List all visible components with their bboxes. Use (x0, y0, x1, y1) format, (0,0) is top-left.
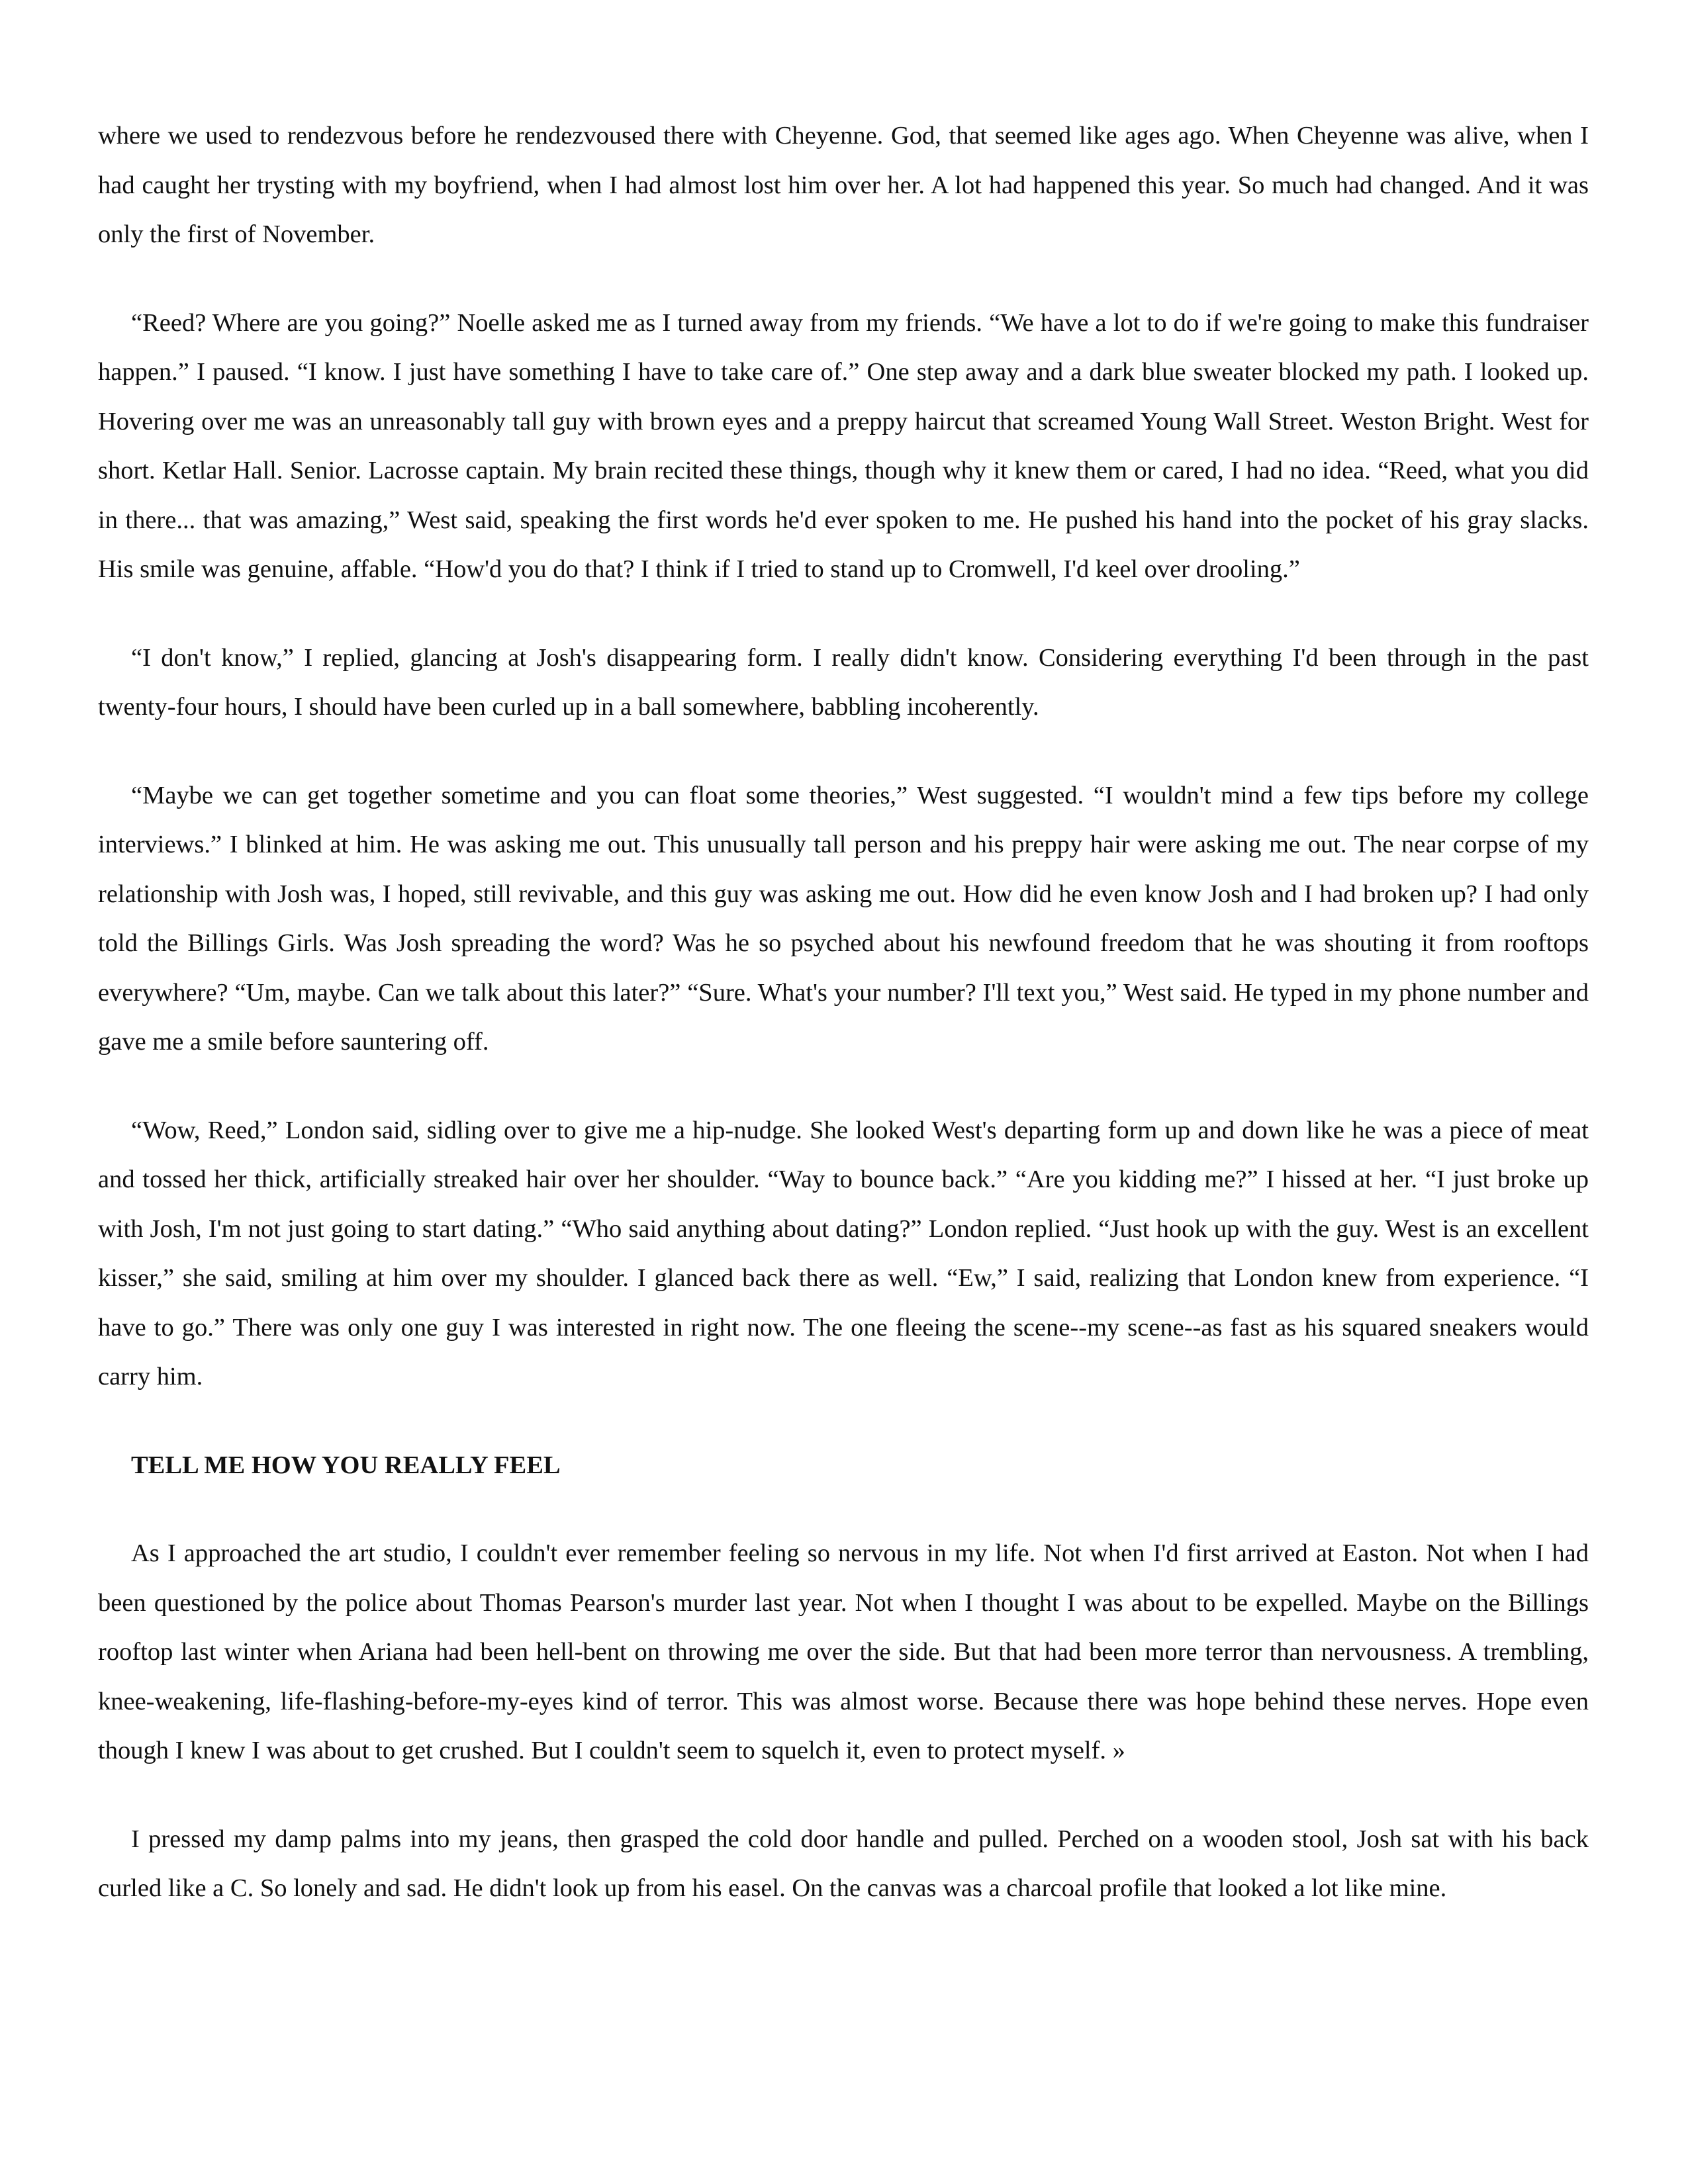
paragraph: “Maybe we can get together sometime and you can float some theories,” West suggested. “I wouldn't mind a few tips before my college interviews.” I blinked at him. He was asking me out. This unusually tall person and his preppy hair were asking me out. The near corpse of my relationship with Josh was, I hoped, still revivable, and this guy was asking me out. How did he even know Josh and I had broken up? I had only told the Billings Girls. Was Josh spreading the word? Was he so psyched about his newfound freedom that he was shouting it from rooftops everywhere? “Um, maybe. Can we talk about this later?” “Sure. What's your number? I'll text you,” West said. He typed in my phone number and gave me a smile before sauntering off. (98, 781, 1589, 1056)
paragraph-continuation: where we used to rendezvous before he rendezvoused there with Cheyenne. God, that seemed like ages ago. When Cheyenne was alive, when I had caught her trysting with my boyfriend, when I had almost lost him over her. A lot had happened this year. So much had changed. And it was only the first of November. (98, 122, 1589, 248)
chapter-heading: TELL ME HOW YOU REALLY FEEL (131, 1451, 561, 1479)
paragraph: As I approached the art studio, I couldn't ever remember feeling so nervous in my life. Not when I'd first arrived at Easton. Not when I had been questioned by the police about Thomas Pearson's murder last year. Not when I thought I was about to be expelled. Maybe on the Billings rooftop last winter when Ariana had been hell-bent on throwing me over the side. But that had been more terror than nervousness. A trembling, knee-weakening, life-flashing-before-my-eyes kind of terror. This was almost worse. Because there was hope behind these nerves. Hope even though I knew I was about to get crushed. But I couldn't seem to squelch it, even to protect myself. » (98, 1539, 1589, 1764)
paragraph: “Reed? Where are you going?” Noelle asked me as I turned away from my friends. “We have a lot to do if we're going to make this fundraiser happen.” I paused. “I know. I just have something I have to take care of.” One step away and a dark blue sweater blocked my path. I looked up. Hovering over me was an unreasonably tall guy with brown eyes and a preppy haircut that screamed Young Wall Street. Weston Bright. West for short. Ketlar Hall. Senior. Lacrosse captain. My brain recited these things, though why it knew them or cared, I had no idea. “Reed, what you did in there... that was amazing,” West said, speaking the first words he'd ever spoken to me. He pushed his hand into the pocket of his gray slacks. His smile was genuine, affable. “How'd you do that? I think if I tried to stand up to Cromwell, I'd keel over drooling.” (98, 308, 1589, 583)
paragraph: “I don't know,” I replied, glancing at Josh's disappearing form. I really didn't know. Considering everything I'd been through in the past twenty-four hours, I should have been curled up in a ball somewhere, babbling incoherently. (98, 643, 1589, 721)
paragraph: I pressed my damp palms into my jeans, then grasped the cold door handle and pulled. Perched on a wooden stool, Josh sat with his back curled like a C. So lonely and sad. He didn't look up from his easel. On the canvas was a charcoal profile that looked a lot like mine. (98, 1825, 1589, 1902)
book-page (98, 111, 1589, 1913)
paragraph: “Wow, Reed,” London said, sidling over to give me a hip-nudge. She looked West's departing form up and down like he was a piece of meat and tossed her thick, artificially streaked hair over her shoulder. “Way to bounce back.” “Are you kidding me?” I hissed at her. “I just broke up with Josh, I'm not just going to start dating.” “Who said anything about dating?” London replied. “Just hook up with the guy. West is an excellent kisser,” she said, smiling at him over my shoulder. I glanced back there as well. “Ew,” I said, realizing that London knew from experience. “I have to go.” There was only one guy I was interested in right now. The one fleeing the scene--my scene--as fast as his squared sneakers would carry him. (98, 1116, 1589, 1390)
